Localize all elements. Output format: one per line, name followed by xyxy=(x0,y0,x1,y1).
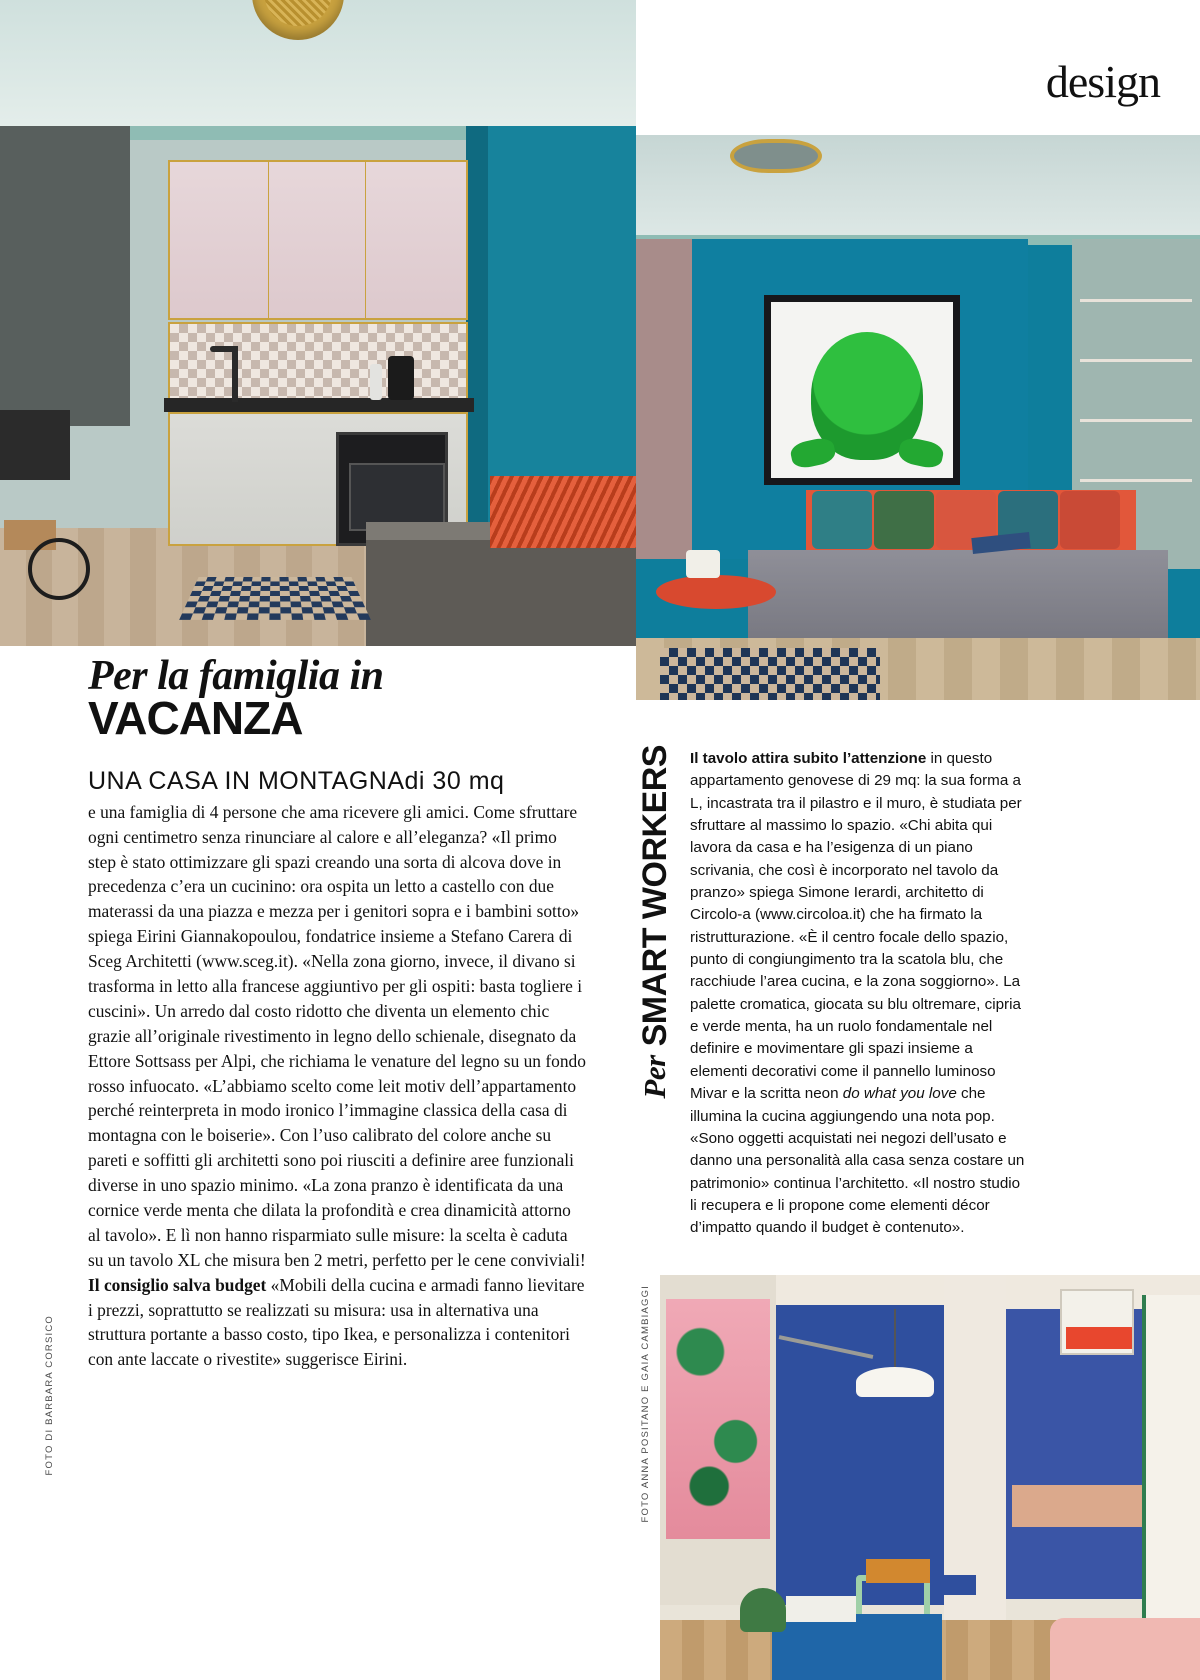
left-article-text: e una famiglia di 4 persone che ama ricevere gli amici. Come sfruttare ogni centimetro senza rinunciare al calore e all’eleganza? «Il primo step è stato ottimizzare gli spazi creando una sorta di alcova dove in precedenza c’era un cucinino: ora ospita un letto a castello con due materassi da una piazza e mezza per i genitori sopra e i bambini sotto» spiega Eirini Giannakopoulou, fondatrice insieme a Stefano Carera di Sceg Architetti (www.sceg.it). «Nella zona giorno, invece, il divano si trasforma in letto alla francese aggiuntivo per gli ospiti: basta togliere i cuscini». Un arredo dal costo ridotto che diventa un elemento chic grazie all’originale rivestimento in legno dello schienale, disegnato da Ettore Sottsass per Alpi, che richiama le venature del legno su un fondo rosso infuocato. «L’abbiamo scelto come leit motiv dell’appartamento perché reinterpreta in modo ironico l’immagine classica della casa di montagna con le boiserie». Con l’uso calibrato del colore anche su pareti e soffitti gli architetti sono poi riusciti a definire aree funzionali diverse in uno spazio minimo. «La zona pranzo è identificata da una cornice verde menta che dilata la profondità e crea dinamicità attorno al tavolo». E lì non hanno risparmiato sulle misure: la scelta è caduta su un tavolo XL che misura ben 2 metri, perfetto per le cene conviviali! xyxy=(88,801,586,1270)
left-article-tip-body: «Mobili della cucina e armadi fanno lievitare i prezzi, soprattutto se realizzati su misura: usa in alternativa una struttura portante a basso costo, tipo Ikea, e personalizza i contenitori con ante laccate o rivestite» suggerisce Eirini. xyxy=(88,1274,585,1370)
blue-sideboard xyxy=(772,1614,942,1680)
right-article-title-main: SMART WORKERS xyxy=(636,745,674,1047)
faucet xyxy=(232,346,238,402)
right-article-text-2: che illumina la cucina aggiungendo una nota pop. «Sono oggetti acquistati nei negozi dell’usato e danno una personalità alla casa senza costare un patrimonio» continua l’architetto. «Il nostro studio li recupera e li propone come elementi décor d’impatto quando il budget è contenuto». xyxy=(690,1085,1025,1237)
headline-line-1: Per la famiglia in xyxy=(88,653,384,699)
stack-of-books xyxy=(786,1596,856,1622)
pink-wall-strip xyxy=(636,239,692,559)
lamp-cord xyxy=(894,1309,896,1367)
patterned-rug xyxy=(660,648,880,700)
ceiling-lamp-icon xyxy=(730,139,822,173)
tiled-backsplash xyxy=(168,322,468,400)
left-article-body xyxy=(88,762,586,1372)
poster xyxy=(1060,1289,1134,1355)
left-article-kicker: UNA CASA IN MONTAGNA xyxy=(88,767,405,795)
pillar xyxy=(944,1275,1006,1625)
photo-home-office xyxy=(660,1275,1200,1680)
right-article-lead: Il tavolo attira subito l’attenzione xyxy=(690,750,927,767)
framed-artwork xyxy=(764,295,960,485)
right-article-vertical-title xyxy=(636,745,675,1099)
wall-tapestry xyxy=(666,1299,770,1539)
page-title: design xyxy=(1045,56,1160,107)
mug xyxy=(686,550,720,578)
upper-cabinets xyxy=(168,160,468,320)
wall-left xyxy=(0,126,130,426)
plant-icon xyxy=(740,1588,786,1632)
right-article-neon-quote: do what you love xyxy=(842,1085,957,1103)
sofa xyxy=(1050,1618,1200,1680)
ceiling xyxy=(636,135,1200,245)
door xyxy=(1142,1295,1200,1635)
mattress xyxy=(748,550,1168,650)
right-article-title-prefix: Per xyxy=(637,1055,672,1099)
sofa xyxy=(366,536,636,646)
table-corner xyxy=(0,410,70,480)
photo-bedroom xyxy=(636,135,1200,700)
kitchen-counter xyxy=(1012,1485,1152,1527)
pendant-lamp-icon xyxy=(856,1367,934,1397)
right-article-body xyxy=(690,748,1028,1240)
countertop xyxy=(164,398,474,412)
photo-kitchen-alcove xyxy=(0,0,636,646)
bottle xyxy=(370,364,382,400)
kettle xyxy=(388,356,414,400)
headline-line-2: VACANZA xyxy=(88,692,303,744)
right-article-text-1: in questo appartamento genovese di 29 mq: la sua forma a L, incastrata tra il pilastro e il muro, è studiata per sfruttare al massimo lo spazio. «Chi abita qui lavora da casa e ha l’esigenza di un piano scrivania, che così è incorporato nel tavolo da pranzo» spiega Simone Ierardi, architetto di Circolo-a (www.circoloa.it) che ha firmato la ristrutturazione. «È il centro focale dello spazio, punto di congiungimento tra la scatola blu, che racchiude l’area cucina, e la zona soggiorno». La palette cromatica, giocata su blu oltremare, cipria e verde menta, ha un ruolo fondamentale nel definire e movimentare gli spazi insieme a elementi decorativi come il pannello luminoso Mivar e la scritta neon xyxy=(690,750,1022,1103)
photo-credit-right: FOTO ANNA POSITANO E GAIA CAMBIAGGI xyxy=(640,1285,651,1523)
side-table xyxy=(656,575,776,609)
left-article-paragraph xyxy=(88,764,586,1372)
photo-credit-left: FOTO DI BARBARA CORSICO xyxy=(44,1315,55,1476)
article-headline xyxy=(88,655,608,742)
patterned-rug xyxy=(179,577,371,620)
red-cushion xyxy=(490,476,636,548)
frog-illustration-icon xyxy=(811,332,923,460)
chair-ring xyxy=(28,538,90,600)
left-article-tip-label: Il consiglio salva budget xyxy=(88,1274,267,1295)
left-article-kicker-small: di 30 mq xyxy=(404,767,505,795)
